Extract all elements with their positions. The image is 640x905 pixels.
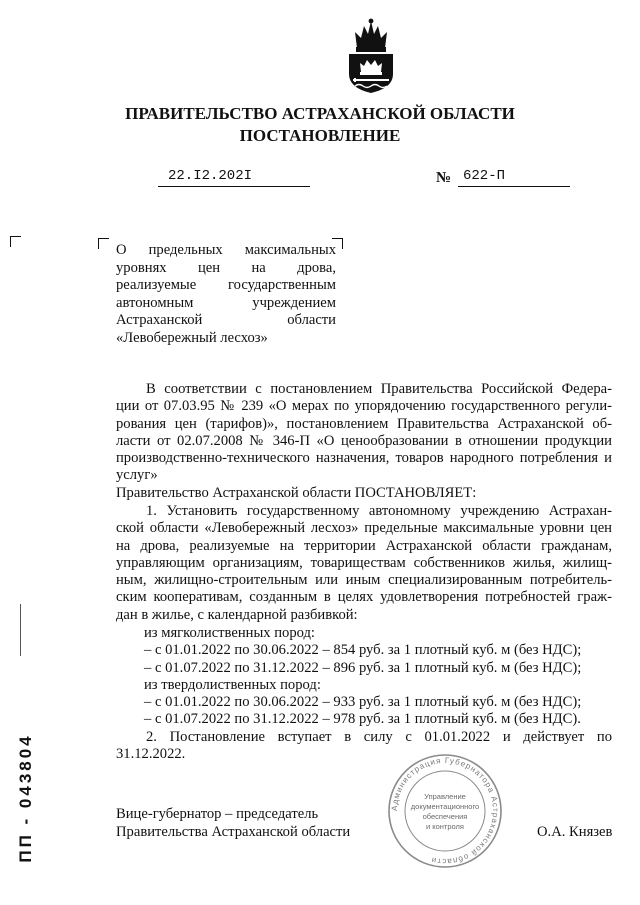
preamble: [116, 381, 612, 502]
paragraph-line: ным, жилищно-строительным или иным специализированным потребитель-: [116, 572, 612, 589]
document-subject: О предельных максимальных уровнях цен на дрова, реализуемые государственным автономным учреждением Астраханской области «Левобережный лесхоз»: [116, 242, 336, 346]
paragraph-line: дан в жилье, с календарной разбивкой:: [116, 606, 358, 623]
corner-bracket-subject-left: [98, 238, 109, 249]
paragraph-line: 31.12.2022.: [116, 746, 186, 763]
svg-text:документационного: документационного: [410, 802, 480, 811]
preamble-line: ласти от 02.07.2008 № 346-П «О ценообразовании в отношении продукции: [116, 432, 612, 449]
preamble-line: В соответствии с постановлением Правительства Российской Федера-: [146, 381, 612, 397]
document-type-title: ПОСТАНОВЛЕНИЕ: [239, 126, 401, 145]
preamble-line: услуг»: [116, 467, 158, 484]
margin-mark-line: [20, 604, 21, 656]
paragraph-line: ским кооперативам, созданным в целях удовлетворения потребностей граж-: [116, 589, 612, 606]
resolves-line: Правительство Астраханской области ПОСТАНОВЛЯЕТ:: [116, 484, 477, 501]
coat-of-arms-emblem: [343, 18, 399, 94]
hard-wood-price-line: – с 01.01.2022 по 30.06.2022 – 933 руб. за 1 плотный куб. м (без НДС);: [144, 694, 582, 711]
svg-text:и контроля: и контроля: [425, 822, 465, 831]
preamble-line: производственно-технического назначения, товаров народного потребления и: [116, 450, 612, 467]
soft-wood-price-line: – с 01.01.2022 по 30.06.2022 – 854 руб. за 1 плотный куб. м (без НДС);: [144, 642, 582, 659]
paragraph-line: на дрова, реализуемые на территории Астраханской области гражданам,: [116, 537, 612, 554]
svg-text:Управление: Управление: [424, 792, 466, 801]
signatory-position-line-1: Вице-губернатор – председатель: [116, 806, 319, 822]
paragraph-2: [116, 729, 612, 764]
paragraph-line: управляющим организациям, товариществам собственников жилья, жилищ-: [116, 554, 612, 571]
svg-text:Администрация Губернатора Астр: Администрация Губернатора Астраханской области: [389, 755, 501, 867]
number-sign: №: [436, 170, 452, 186]
paragraph-line: 1. Установить государственному автономному учреждению Астрахан-: [146, 503, 612, 519]
document-number: 622-П: [463, 168, 506, 184]
soft-wood-title: из мягколиственных пород:: [144, 625, 315, 641]
preamble-line: рования цен (тарифов)», постановлением Правительства Астраханской об-: [116, 415, 612, 432]
document-date: 22.I2.202I: [168, 168, 253, 184]
signatory-position-line-2: Правительства Астраханской области: [116, 824, 351, 840]
signatory-name: О.А. Князев: [537, 824, 613, 840]
paragraph-line: 2. Постановление вступает в силу с 01.01.2022 и действует по: [146, 729, 612, 745]
svg-text:обеспечения: обеспечения: [422, 812, 468, 821]
corner-bracket-left: [10, 236, 21, 247]
price-list: [144, 625, 614, 729]
paragraph-1: [116, 503, 612, 624]
hard-wood-price-line: – с 01.07.2022 по 31.12.2022 – 978 руб. за 1 плотный куб. м (без НДС).: [144, 711, 581, 728]
preamble-line: ции от 07.03.95 № 239 «О мерах по упорядочению государственного регули-: [116, 398, 612, 415]
soft-wood-price-line: – с 01.07.2022 по 31.12.2022 – 896 руб. за 1 плотный куб. м (без НДС);: [144, 659, 582, 676]
official-stamp: [386, 752, 504, 870]
number-underline: [458, 186, 570, 187]
organization-title: ПРАВИТЕЛЬСТВО АСТРАХАНСКОЙ ОБЛАСТИ: [125, 104, 515, 123]
side-serial-number: ПП - 043804: [16, 733, 35, 863]
date-underline: [158, 186, 310, 187]
paragraph-line: ской области «Левобережный лесхоз» предельные максимальные уровни цен: [116, 520, 612, 537]
hard-wood-title: из твердолиственных пород:: [144, 676, 321, 693]
